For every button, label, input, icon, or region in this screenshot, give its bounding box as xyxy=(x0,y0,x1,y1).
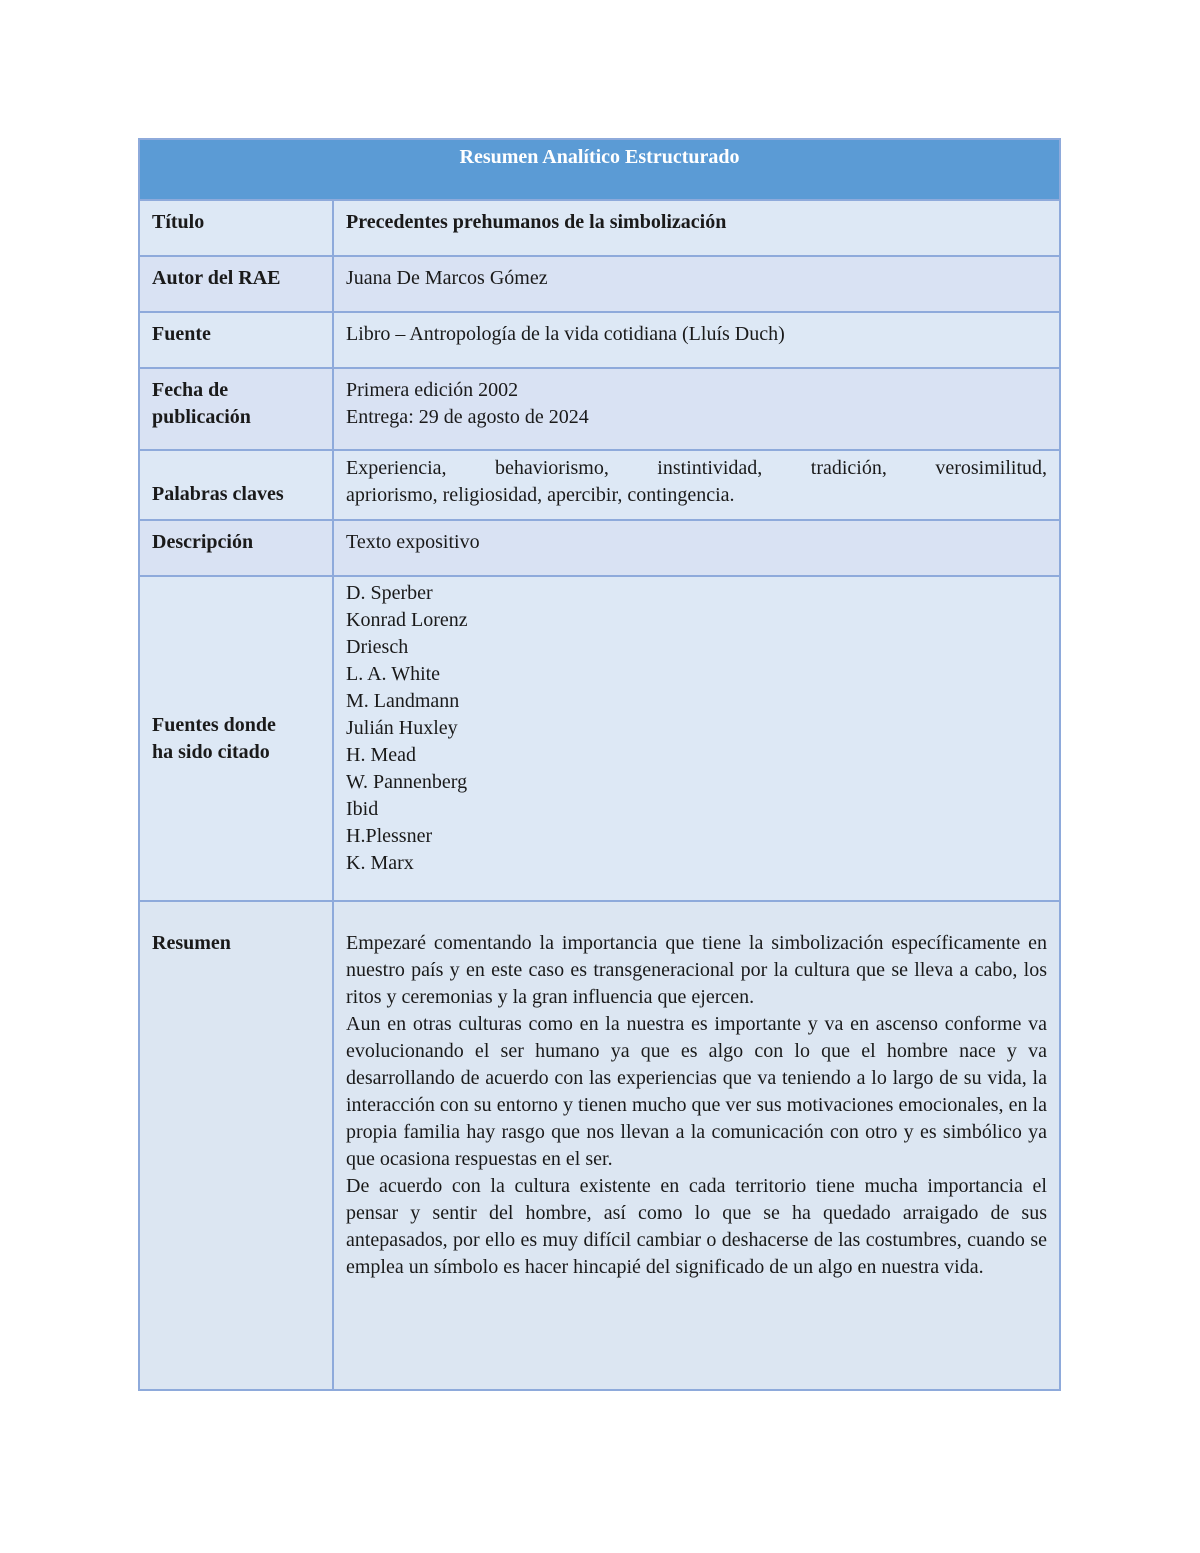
list-item: M. Landmann xyxy=(346,690,460,712)
row-fuentes-citado xyxy=(139,576,1060,901)
label-fecha-line1: Fecha de xyxy=(152,379,229,401)
label-descripcion: Descripción xyxy=(139,520,333,576)
value-palabras-line2: apriorismo, religiosidad, apercibir, contingencia. xyxy=(346,484,735,506)
list-item: W. Pannenberg xyxy=(346,771,468,793)
row-resumen xyxy=(139,901,1060,1390)
list-item: H. Mead xyxy=(346,744,416,766)
row-titulo xyxy=(139,200,1060,256)
label-fecha-line2: publicación xyxy=(152,406,251,428)
label-palabras: Palabras claves xyxy=(139,450,333,520)
value-resumen xyxy=(333,901,1060,1390)
rae-table xyxy=(138,138,1061,1391)
label-fuentes-line1: Fuentes donde xyxy=(152,713,276,736)
list-item: H.Plessner xyxy=(346,825,433,847)
value-palabras-line1: Experiencia, behaviorismo, instintividad, tradición, verosimilitud, xyxy=(346,457,1047,479)
label-fuentes-line2: ha sido citado xyxy=(152,740,270,763)
table-header-row xyxy=(139,139,1060,200)
label-resumen: Resumen xyxy=(139,901,333,1390)
label-fuentes-citado xyxy=(139,576,333,901)
list-item: L. A. White xyxy=(346,663,441,685)
label-fecha xyxy=(139,368,333,450)
label-autor: Autor del RAE xyxy=(139,256,333,312)
list-item: K. Marx xyxy=(346,852,414,874)
row-fuente xyxy=(139,312,1060,368)
value-fuentes-citado xyxy=(333,576,1060,901)
row-descripcion xyxy=(139,520,1060,576)
resumen-paragraph: De acuerdo con la cultura existente en cada territorio tiene mucha importancia el pensar y sentir del hombre, así como lo que se ha quedado arraigado de sus antepasados, por ello es muy difícil cambiar o deshacerse de las costumbres, cuando se emplea un símbolo es hacer hincapié del significado de un algo en nuestra vida. xyxy=(346,1175,1047,1278)
table-title: Resumen Analítico Estructurado xyxy=(139,139,1060,200)
row-autor xyxy=(139,256,1060,312)
value-descripcion: Texto expositivo xyxy=(333,520,1060,576)
value-fuente: Libro – Antropología de la vida cotidiana (Lluís Duch) xyxy=(333,312,1060,368)
value-titulo: Precedentes prehumanos de la simbolización xyxy=(333,200,1060,256)
label-titulo: Título xyxy=(139,200,333,256)
value-fecha xyxy=(333,368,1060,450)
value-palabras xyxy=(333,450,1060,520)
row-palabras xyxy=(139,450,1060,520)
list-item: D. Sperber xyxy=(346,582,433,604)
value-fecha-line1: Primera edición 2002 xyxy=(346,379,519,401)
value-autor: Juana De Marcos Gómez xyxy=(333,256,1060,312)
list-item: Driesch xyxy=(346,636,409,658)
resumen-paragraph: Empezaré comentando la importancia que tiene la simbolización específicamente en nuestro país y en este caso es transgeneracional por la cultura que se lleva a cabo, los ritos y ceremonias y la gran influencia que ejercen. xyxy=(346,932,1047,1008)
list-item: Ibid xyxy=(346,798,379,820)
label-fuente: Fuente xyxy=(139,312,333,368)
row-fecha xyxy=(139,368,1060,450)
resumen-paragraph: Aun en otras culturas como en la nuestra es importante y va en ascenso conforme va evolucionando el ser humano ya que es algo con lo que el hombre nace y va desarrollando de acuerdo con las experiencias que va teniendo a lo largo de su vida, la interacción con su entorno y tienen mucho que ver sus motivaciones emocionales, en la propia familia hay rasgo que nos llevan a la comunicación con otro y es simbólico ya que ocasiona respuestas en el ser. xyxy=(346,1013,1047,1170)
list-item: Julián Huxley xyxy=(346,717,458,739)
value-fecha-line2: Entrega: 29 de agosto de 2024 xyxy=(346,406,589,428)
list-item: Konrad Lorenz xyxy=(346,609,468,631)
